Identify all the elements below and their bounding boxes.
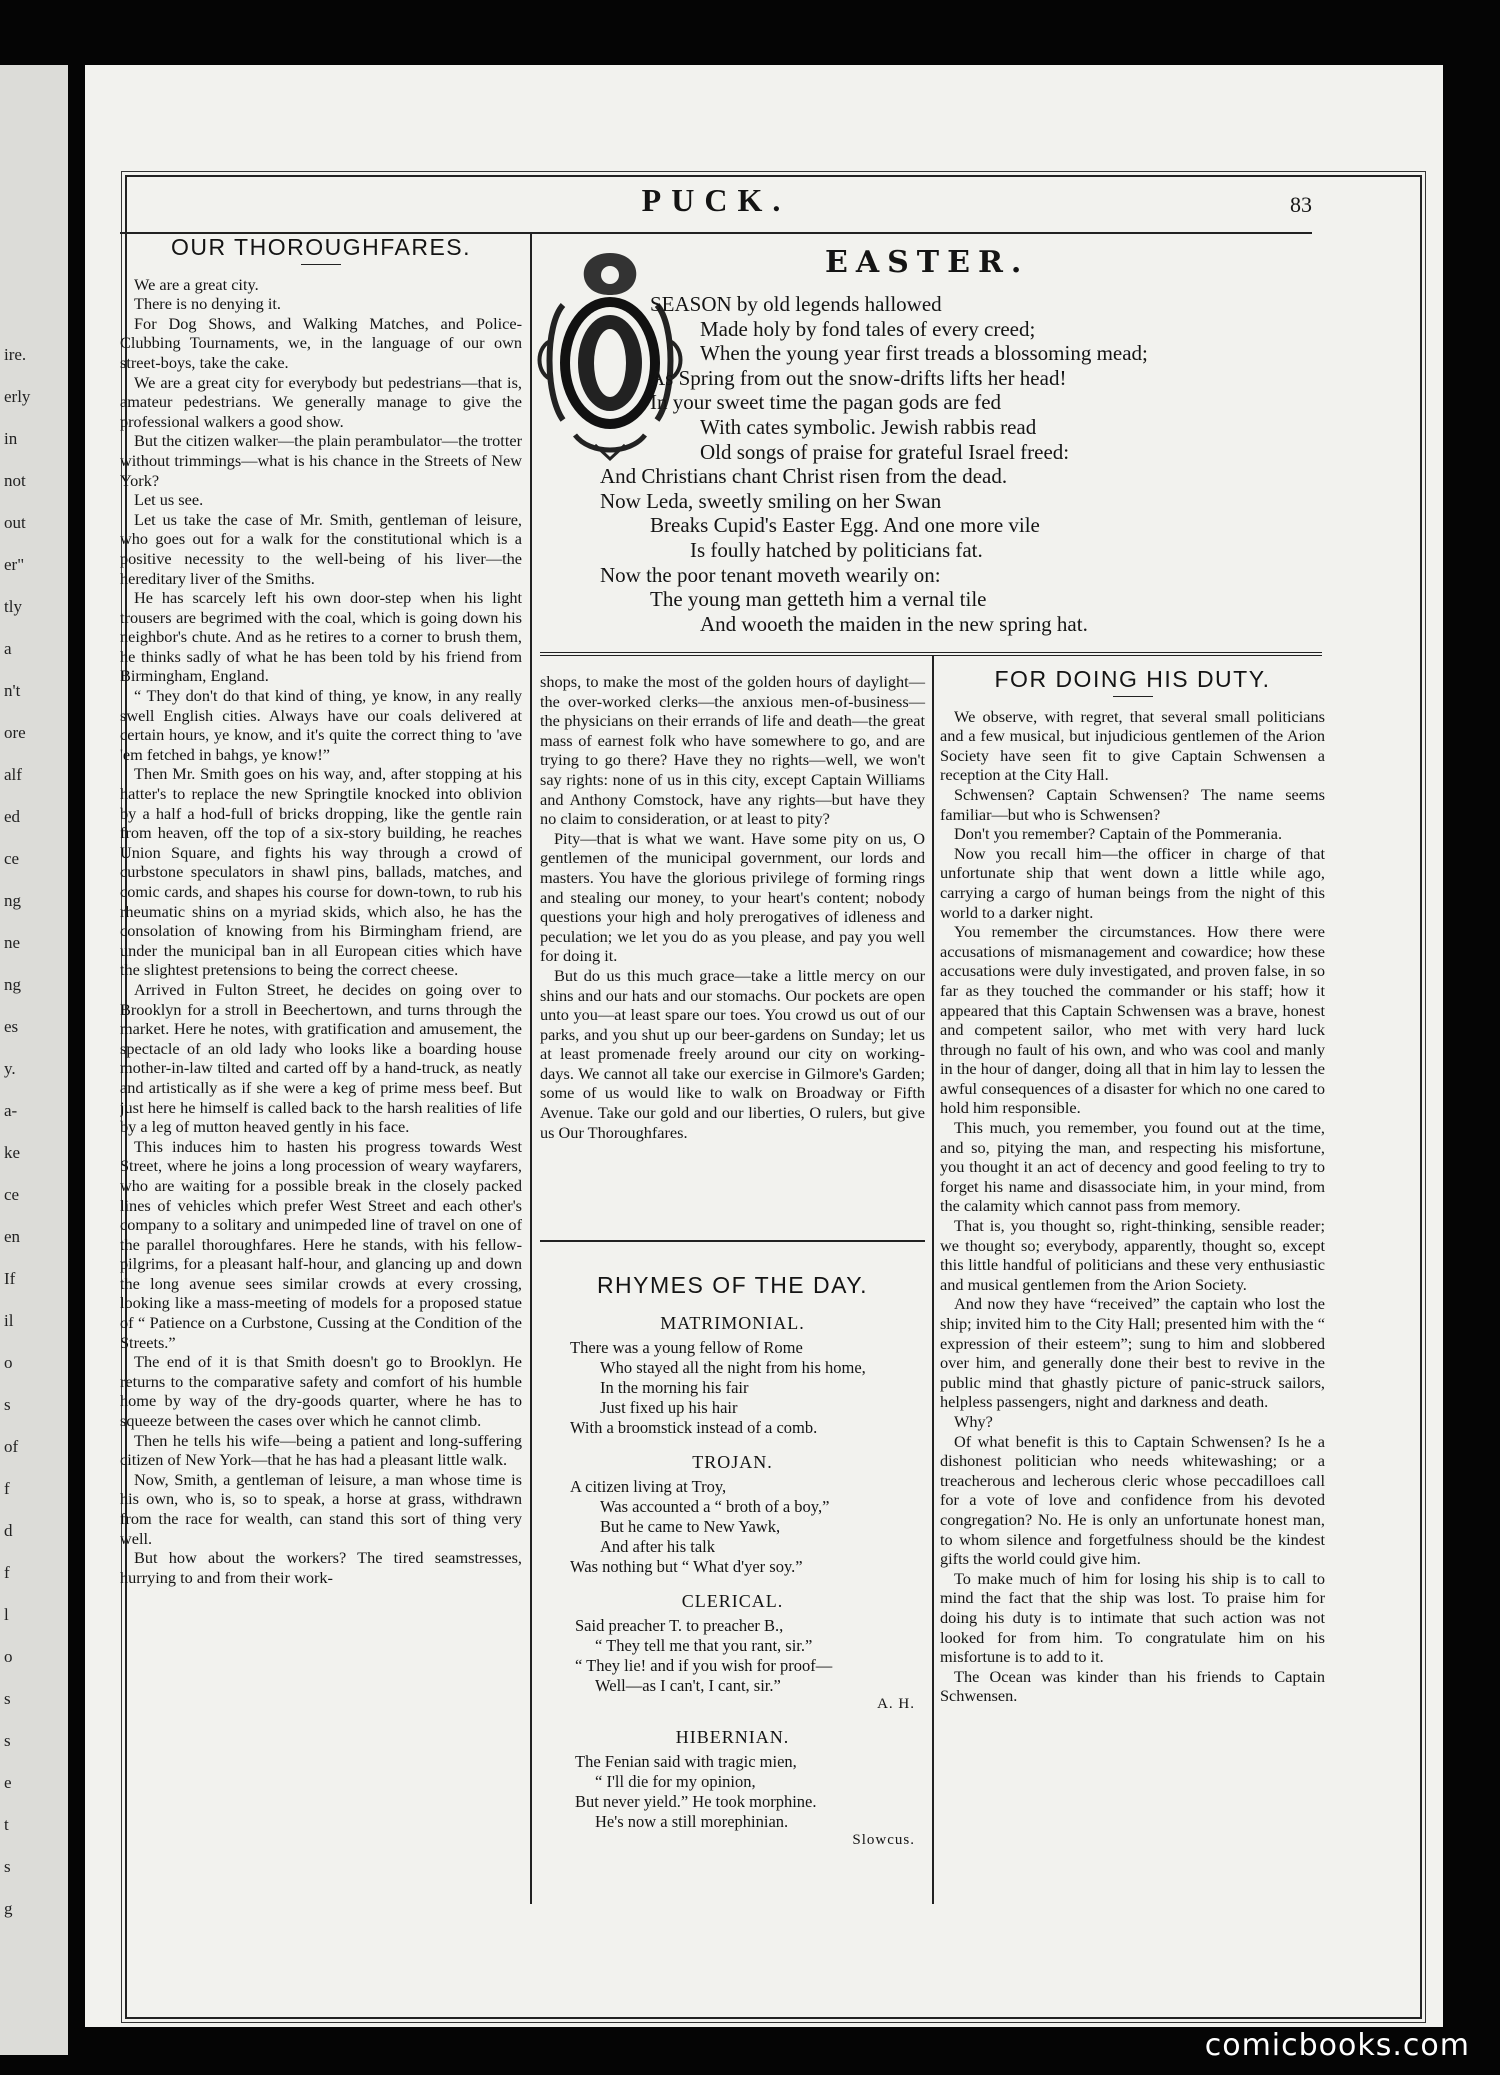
- poem-line: Made holy by fond tales of every creed;: [700, 316, 1036, 341]
- left-page-fragment: in: [4, 429, 18, 448]
- title-dash: [1113, 696, 1153, 697]
- poem-line: And Christians chant Christ risen from the dead.: [600, 464, 1008, 489]
- left-page-fragment: es: [4, 1017, 19, 1036]
- paragraph: The end of it is that Smith doesn't go to Brooklyn. He returns to the comparative safety and comfort of his humble home by way of the dry-goods quarter, where he has to squeeze between the cases over which he cannot climb.: [120, 1352, 522, 1431]
- easter-title: EASTER.: [825, 245, 1030, 280]
- paragraph: Now you recall him—the officer in charge of that unfortunate ship that went down a little while ago, carrying a cargo of human beings from the night of this world to a darker night.: [940, 843, 1325, 922]
- paragraph: He has scarcely left his own door-step when his light trousers are begrimed with the coal, which is going down his neighbor's chute. And as he retires to a corner to brush them, he thinks sadly of what he has been told by his friend from Birmingham, England.: [120, 588, 522, 686]
- watermark: comicbooks.com: [1204, 2028, 1470, 2063]
- left-page-fragment: g: [4, 1899, 13, 1918]
- left-page-fragment: n't: [4, 681, 21, 700]
- rhyme-verse: [540, 1752, 925, 1832]
- poem-line: The young man getteth him a vernal tile: [650, 587, 987, 612]
- paragraph: Arrived in Fulton Street, he decides on going over to Brooklyn for a stroll in Beechertown, and turns through the market. Here he notes, with gratification and amusement, the spectacle of an old lady who looks like a boarding house mother-in-law tilted and carted off by a hand-truck, as neatly and artistically as if she were a keg of prime mess beef. But just here he himself is called back to the harsh realities of life by a leg of mutton heaved gently in his face.: [120, 979, 522, 1137]
- masthead-title: PUCK.: [641, 182, 791, 218]
- left-page-fragment: en: [4, 1227, 21, 1246]
- left-page-fragment: s: [4, 1857, 11, 1876]
- left-page-fragment: tly: [4, 597, 22, 616]
- left-page-fragment: e: [4, 1773, 12, 1792]
- masthead: [120, 182, 1312, 222]
- poem-line: SEASON by old legends hallowed: [650, 292, 942, 316]
- left-page-fragment: ore: [4, 723, 26, 742]
- duty-title: FOR DOING HIS DUTY.: [994, 666, 1271, 692]
- paragraph: We are a great city for everybody but pedestrians—that is, amateur pedestrians. We generally manage to give the professional walkers a good show.: [120, 372, 522, 431]
- rhyme-title: MATRIMONIAL.: [660, 1313, 805, 1333]
- paragraph: shops, to make the most of the golden hours of daylight—the over-worked clerks—the anxious men-of-business—the physicians on their errands of life and death—the great mass of earnest folk who have somewhere to go, and are trying to go there? Have they no rights—well, we won't say rights: none of us in this city, except Captain Williams and Anthony Comstock, have any rights—but have they no claim to consideration, or at least to pity?: [540, 672, 925, 829]
- paragraph: Pity—that is what we want. Have some pity on us, O gentlemen of the municipal government, our lords and masters. You have the glorious privilege of forming rings and stealing our money, to your heart's content; nobody questions your high and holy prerogatives of idleness and peculation; we let you do as you please, and pay you well for doing it.: [540, 828, 925, 966]
- paragraph: That is, you thought so, right-thinking, sensible reader; we thought so; everybody, apparently, thought so, except this little handful of politicians and these very enthusiastic and musical gentlemen from the Arion Society.: [940, 1216, 1325, 1294]
- paragraph: We are a great city.: [134, 274, 259, 294]
- thoroughfares-title: OUR THOROUGHFARES.: [170, 238, 472, 260]
- poem-line: In your sweet time the pagan gods are fed: [650, 390, 1002, 415]
- verse-line: Was accounted a “ broth of a boy,”: [600, 1497, 830, 1516]
- verse-line: He's now a still morephinian.: [595, 1812, 789, 1831]
- paragraph: Schwensen? Captain Schwensen? The name seems familiar—but who is Schwensen?: [940, 784, 1325, 824]
- verse-line: Well—as I can't, I cant, sir.”: [595, 1676, 781, 1695]
- verse-line: Was nothing but “ What d'yer soy.”: [570, 1557, 803, 1576]
- left-page-fragment: d: [4, 1521, 13, 1540]
- verse-line: Just fixed up his hair: [600, 1398, 738, 1417]
- left-page-fragment: ire.: [4, 345, 27, 364]
- verse-line: “ They lie! and if you wish for proof—: [575, 1656, 833, 1675]
- rhyme-verse: [540, 1616, 925, 1696]
- paragraph: “ They don't do that kind of thing, ye know, in any really swell English cities. Always have our coals delivered at certain hours, ye know, and it's quite the correct thing to 'ave 'em fetched in bahgs, ye know!”: [120, 686, 522, 764]
- left-page-fragment: ce: [4, 849, 20, 868]
- left-page-fragment: erly: [4, 387, 31, 406]
- title-dash: [301, 264, 341, 265]
- verse-line: There was a young fellow of Rome: [570, 1338, 803, 1357]
- left-page-fragment: a-: [4, 1101, 18, 1120]
- left-page-fragment: f: [4, 1563, 10, 1582]
- poem-line: And wooeth the maiden in the new spring hat.: [700, 611, 1088, 636]
- paragraph: The Ocean was kinder than his friends to Captain Schwensen.: [940, 1666, 1325, 1706]
- left-page-fragment: ed: [4, 807, 21, 826]
- poem-line: Old songs of praise for grateful Israel freed:: [700, 439, 1070, 464]
- verse-line: The Fenian said with tragic mien,: [575, 1752, 797, 1771]
- paragraph: Let us see.: [134, 490, 204, 510]
- left-page-fragment: s: [4, 1689, 11, 1708]
- paragraph: Now, Smith, a gentleman of leisure, a man whose time is his own, who is, so to speak, a horse at grass, withdrawn from the race for wealth, can stand this sort of thing very well.: [120, 1469, 522, 1548]
- rhymes-title: RHYMES OF THE DAY.: [596, 1272, 869, 1298]
- rhyme-title: HIBERNIAN.: [675, 1727, 790, 1747]
- duty-article: [940, 666, 1325, 1706]
- left-page-fragment: not: [4, 471, 26, 490]
- left-page-fragment: l: [4, 1605, 9, 1624]
- paragraph: Of what benefit is this to Captain Schwensen? Is he a dishonest politician who needs whitewashing; or a treacherous and lecherous cleric whose peccadilloes call for a vote of love and confidence from his devoted congregation? No. He is only an unfortunate honest man, to whom silence and forgetfulness should be the kindest gifts the world could give him.: [940, 1431, 1325, 1569]
- paragraph: We observe, with regret, that several small politicians and a few musical, but injudicious gentlemen of the Arion Society have seen fit to give Captain Schwensen a reception at the City Hall.: [940, 706, 1325, 785]
- left-page-fragment: o: [4, 1647, 13, 1666]
- left-page-fragment: y.: [4, 1059, 16, 1078]
- poem-line: Breaks Cupid's Easter Egg. And one more vile: [650, 513, 1040, 538]
- poem-line: As Spring from out the snow-drifts lifts her head!: [650, 365, 1067, 390]
- verse-line: A citizen living at Troy,: [570, 1477, 727, 1496]
- easter-bottom-rule: [540, 652, 1322, 656]
- left-page-fragment: f: [4, 1479, 10, 1498]
- left-page-fragment: er": [4, 555, 25, 574]
- verse-line: With a broomstick instead of a comb.: [570, 1418, 818, 1437]
- paragraph: Let us take the case of Mr. Smith, gentleman of leisure, who goes out for a walk for the constitutional which is a positive necessity to the well-being of his liver—the hereditary liver of the Smiths.: [120, 509, 522, 588]
- left-page-fragment: of: [4, 1437, 19, 1456]
- verse-line: But never yield.” He took morphine.: [575, 1792, 817, 1811]
- left-page-fragment: out: [4, 513, 26, 532]
- verse-line: In the morning his fair: [600, 1378, 749, 1397]
- paragraph: And now they have “received” the captain who lost the ship; invited him to the City Hall; presented him with the “ expression of their esteem”; sung to him and slobbered over him, and generally done their best to revive in the public mind that ghastly picture of panic-struck sailors, helpless passengers, night and darkness and death.: [940, 1294, 1325, 1412]
- left-page-fragment: ke: [4, 1143, 21, 1162]
- left-page-edge: [0, 65, 68, 2055]
- verse-line: And after his talk: [600, 1537, 716, 1556]
- duty-body: [940, 707, 1325, 1706]
- left-page-fragment: s: [4, 1395, 11, 1414]
- rhyme-signature: Slowcus.: [852, 1832, 915, 1848]
- left-page-fragment: alf: [4, 765, 22, 784]
- verse-line: Said preacher T. to preacher B.,: [575, 1616, 784, 1635]
- rhyme-verse: [540, 1338, 925, 1438]
- left-page-fragment: s: [4, 1731, 11, 1750]
- left-page-fragment: o: [4, 1353, 13, 1372]
- thoroughfares-end-rule: [540, 1240, 925, 1242]
- easter-poem: [600, 292, 1148, 636]
- rhyme-title: TROJAN.: [692, 1452, 773, 1472]
- poem-line: With cates symbolic. Jewish rabbis read: [700, 414, 1037, 439]
- left-page-fragment: If: [4, 1269, 16, 1288]
- masthead-rule: [120, 232, 1312, 234]
- left-page-fragment: t: [4, 1815, 9, 1834]
- paragraph: You remember the circumstances. How there were accusations of mismanagement and cowardice; how these accusations were duly investigated, and proven false, in so far as they touched the commander or his staff; how it appeared that this Captain Schwensen was a brave, honest and competent sailor, who met with very hard luck through no fault of his own, and who was cool and manly in the hour of danger, doing all that in him lay to lessen the awful consequences of a disaster for which no one cared to hold him responsible.: [940, 922, 1325, 1118]
- paragraph: Don't you remember? Captain of the Pommerania.: [954, 824, 1283, 844]
- paragraph: There is no denying it.: [134, 294, 281, 314]
- verse-line: “ They tell me that you rant, sir.”: [595, 1636, 813, 1655]
- verse-line: But he came to New Yawk,: [600, 1517, 781, 1536]
- paragraph: But the citizen walker—the plain perambulator—the trotter without trimmings—what is his chance in the Streets of New York?: [120, 431, 522, 490]
- paragraph: Then Mr. Smith goes on his way, and, after stopping at his hatter's to replace the new Springtile knocked into oblivion by a half a hod-full of bricks dropping, like the gentle rain from heaven, off the top of a six-story building, he reaches Union Square, and fights his way through a crowd of curbstone speculators in shawl pins, ballads, matches, and comic cards, and shapes his course for down-town, to rub his rheumatic shins on a myriad skids, which also, he has the consolation of knowing from his Birmingham friend, are under the municipal ban in all European cities which have the slightest pretensions to being the correct cheese.: [120, 764, 522, 980]
- rhyme-verse: [540, 1477, 925, 1577]
- column-rule-1: [530, 234, 532, 1904]
- left-page-fragment: ce: [4, 1185, 20, 1204]
- thoroughfares-body: [120, 275, 522, 1588]
- poem-line: When the young year first treads a blossoming mead;: [700, 341, 1148, 366]
- paragraph: Why?: [954, 1411, 993, 1431]
- thoroughfares-continuation: [540, 672, 925, 1142]
- rhyme-signature: A. H.: [877, 1696, 915, 1712]
- left-page-fragment: a: [4, 639, 12, 658]
- paragraph: For Dog Shows, and Walking Matches, and Police-Clubbing Tournaments, we, in the language of our own street-boys, take the cake.: [120, 313, 522, 372]
- verse-line: “ I'll die for my opinion,: [595, 1772, 756, 1791]
- left-page-fragment: il: [4, 1311, 14, 1330]
- left-page-fragment: ng: [4, 891, 21, 910]
- paragraph: To make much of him for losing his ship is to call to mind the fact that the ship was lost. To praise him for doing his duty is to intimate that such action was not looked for from him. To congratulate him on his misfortune is to add to it.: [940, 1568, 1325, 1667]
- verse-line: Who stayed all the night from his home,: [600, 1358, 866, 1377]
- paragraph: Then he tells his wife—being a patient and long-suffering citizen of New York—that he has had a pleasant little walk.: [120, 1430, 522, 1470]
- poem-line: Now the poor tenant moveth wearily on:: [600, 562, 941, 587]
- paragraph: This induces him to hasten his progress towards West Street, where he joins a long procession of weary wayfarers, who are waiting for a possible break in the closely packed lines of vehicles which prefer West Street and each other's company to a solitary and unimpeded line of travel on one of the parallel thoroughfares. Here he stands, with his fellow-pilgrims, for a pleasant half-hour, and glancing up and down the long avenue sees similar crowds at every crossing, looking like a mass-meeting of models for a proposed statue of “ Patience on a Curbstone, Cussing at the Condition of the Streets.”: [120, 1136, 522, 1352]
- rhymes-of-the-day: [540, 1272, 925, 1849]
- left-page-fragment: ng: [4, 975, 21, 994]
- paragraph: But do us this much grace—take a little mercy on our shins and our hats and our stomachs. Our pockets are open unto you—at least spare our toes. You crowd us out of our parks, and you shut up our beer-gardens on Sunday; let us at least promenade freely around our city on working-days. We cannot all take our exercise in Gilmore's Garden; some of us would like to walk on Broadway or Fifth Avenue. Take our gold and our liberties, O rulers, but give us Our Thoroughfares.: [540, 965, 925, 1142]
- rhymes-body: [540, 1313, 925, 1849]
- poem-line: Is foully hatched by politicians fat.: [690, 537, 983, 562]
- thoroughfares-article: [120, 238, 522, 1903]
- column-rule-2: [932, 655, 934, 1904]
- page-number: 83: [1290, 192, 1312, 217]
- poem-line: Now Leda, sweetly smiling on her Swan: [600, 488, 942, 513]
- left-page-fragment: ne: [4, 933, 21, 952]
- paragraph: But how about the workers? The tired seamstresses, hurrying to and from their work-: [120, 1548, 522, 1587]
- paragraph: This much, you remember, you found out at the time, and so, pitying the man, and respecting his misfortune, you thought it an act of decency and good feeling to try to forget his name and disassociate him, in your mind, from the calamity which cannot pass from memory.: [940, 1118, 1325, 1216]
- rhyme-title: CLERICAL.: [681, 1591, 784, 1611]
